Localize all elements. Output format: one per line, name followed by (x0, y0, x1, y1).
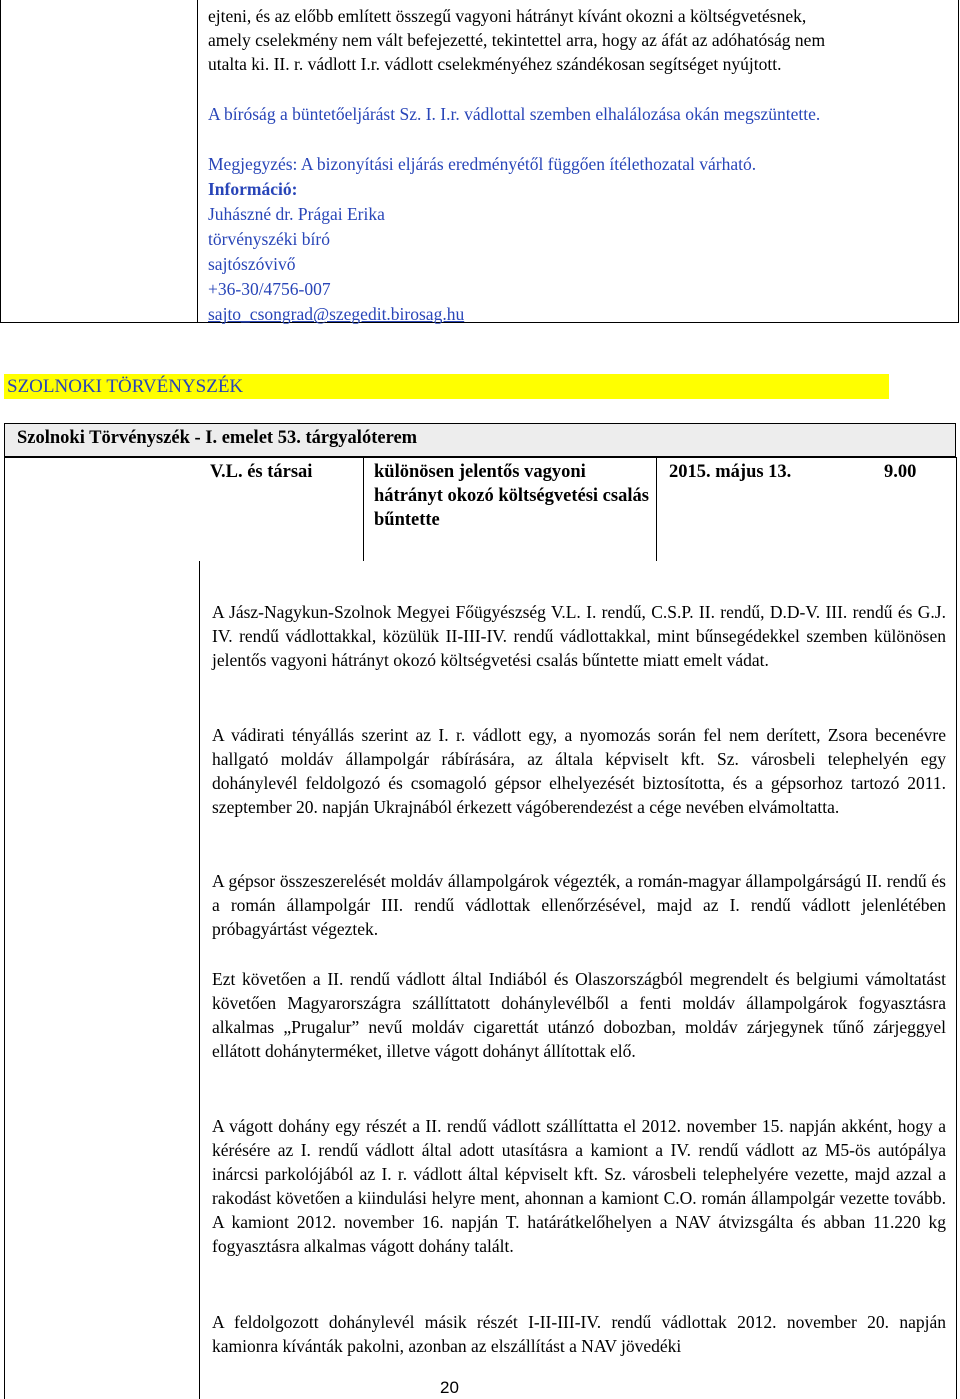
paragraph-2: A vádirati tényállás szerint az I. r. vádlott egy, a nyomozás során fel nem derített, Zsora becenévre hallgató moldáv állampolgár rábírására, az általa képviselt kft. Sz. városbeli telephelyén egy dohánylevél feldolgozó és csomagoló gépsor elhelyezését biztosította, és a gépsorhoz tartozó 2011. szeptember 20. napján Ukrajnából érkezett vágóberendezést a cége nevében elvámoltatta. (212, 725, 946, 817)
court-header: SZOLNOKI TÖRVÉNYSZÉK (7, 376, 244, 397)
room-header: Szolnoki Törvényszék - I. emelet 53. tárgyalóterem (17, 428, 418, 448)
body-left-border (4, 561, 5, 1399)
page-number: 20 (436, 1378, 463, 1398)
contact-phone: +36-30/4756-007 (208, 279, 331, 299)
paragraph-3: A gépsor összeszerelését moldáv állampolgárok végezték, a román-magyar állampolgárságú II. rendű és a román állampolgár III. rendű vádlottak ellenőrzésével, majd az I. rendű vádlott jelenlétében próbagyártást végeztek. (212, 871, 946, 939)
paragraph-4: Ezt követően a II. rendű vádlott által Indiából és Olaszországból megrendelt és belgiumi vámoltatást követően Magyarországra szállíttatott dohánylevélből a fenti moldáv állampolgárok fogyasztásra alkalmas „Prugalur” nevű moldáv cigarettát utánzó dobozban, moldáv zárjegynek tűnő zárjeggyel ellátott dohányterméket, illetve vágott dohányt állítottak elő. (212, 969, 946, 1061)
top-line-3: utalta ki. II. r. vádlott I.r. vádlott cselekményéhez szándékosan segítséget nyújtott. (208, 54, 782, 74)
top-table-mid-border (197, 0, 198, 323)
case-table-left-border (4, 457, 5, 561)
contact-role: sajtószóvivő (208, 254, 296, 274)
note-text: Megjegyzés: A bizonyítási eljárás eredményétől függően ítélethozatal várható. (208, 154, 757, 174)
top-line-2: amely cselekmény nem vált befejezetté, tekintettel arra, hogy az áfát az adóhatóság nem (208, 30, 826, 50)
info-label: Információ: (208, 179, 298, 199)
case-table-top-border (4, 457, 956, 458)
case-col-divider-2 (656, 457, 657, 561)
paragraph-5: A vágott dohány egy részét a II. rendű vádlott szállíttatta el 2012. november 15. napján akként, hogy a kérésére az I. rendű vádlott által adott utasításra a kamiont a IV. rendű vádlott az M5-ös autópálya inárcsi parkolójából az I. r. vádlott által képviselt kft. Sz. városbeli telephelyére vezette, majd azzal a rakodást követően a kiindulási helyre ment, ahonnan a kamiont C.O. román állampolgár vezette tovább. A kamiont 2012. november 16. napján T. határátkelőhelyen a NAV átvizsgálta és abban 11.220 kg fogyasztásra alkalmas vágott dohány talált. (212, 1116, 946, 1256)
body-right-border (956, 561, 957, 1399)
top-line-1: ejteni, és az előbb említett összegű vagyoni hátrányt kívánt okozni a költségvetésnek, (208, 6, 807, 26)
top-table-left-border (0, 0, 1, 323)
case-date: 2015. május 13. (669, 462, 792, 482)
top-table-right-border (958, 0, 959, 323)
top-table-bottom-border (0, 322, 959, 323)
top-text-block (208, 4, 948, 76)
contact-email-link[interactable]: sajto_csongrad@szegedit.birosag.hu (208, 304, 465, 324)
paragraph-6: A feldolgozott dohánylevél másik részét I-II-III-IV. rendű vádlottak 2012. november 20. napján kamionra kívánták pakolni, azonban az elszállítást a NAV jövedéki (212, 1312, 946, 1356)
case-time: 9.00 (884, 462, 917, 482)
case-table-right-border (956, 457, 957, 561)
case-col-divider-1 (363, 457, 364, 561)
case-crime: különösen jelentős vagyoni hátrányt okozó költségvetési csalás bűntette (374, 462, 649, 530)
case-defendant: V.L. és társai (210, 462, 313, 482)
paragraph-1: A Jász-Nagykun-Szolnok Megyei Főügyészség V.L. I. rendű, C.S.P. II. rendű, D.D-V. III. rendű és G.J. IV. rendű vádlottakkal, közülük II-III-IV. rendű vádlottakkal, mint bűnsegédekkel szemben különösen jelentős vagyoni hátrányt okozó költségvetési csalás bűntette miatt emelt vádat. (212, 602, 946, 670)
termination-text: A bíróság a büntetőeljárást Sz. I. I.r. vádlottal szemben elhalálozása okán megszüntette. (208, 104, 821, 124)
contact-name: Juhászné dr. Prágai Erika (208, 204, 385, 224)
body-col-divider (199, 561, 200, 1399)
contact-title: törvényszéki bíró (208, 229, 330, 249)
